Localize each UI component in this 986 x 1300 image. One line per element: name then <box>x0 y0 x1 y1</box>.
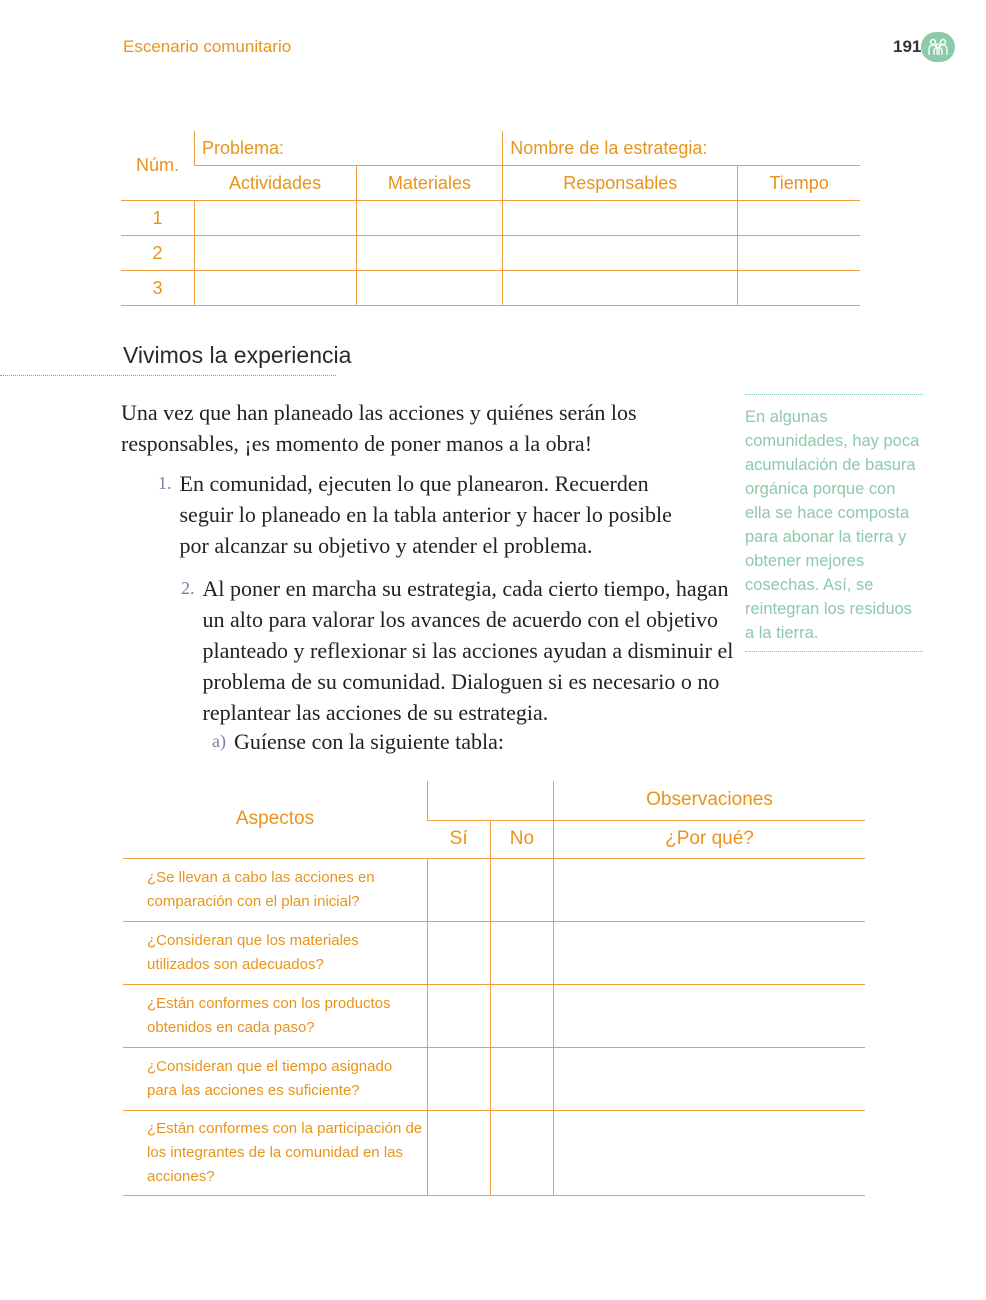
num-column-header: Núm. <box>121 131 195 201</box>
list-marker: a) <box>212 731 226 751</box>
aspect-question: ¿Están conformes con la participación de los integrantes de la comunidad en las acciones? <box>123 1110 428 1195</box>
table-row <box>121 271 860 306</box>
planning-table <box>121 131 860 306</box>
empty-header <box>428 781 554 820</box>
row-number: 3 <box>121 271 195 306</box>
no-cell[interactable] <box>490 1110 553 1195</box>
why-cell[interactable] <box>554 1047 866 1110</box>
yes-column-header: Sí <box>428 820 491 858</box>
why-cell[interactable] <box>554 984 866 1047</box>
section-divider <box>0 375 336 376</box>
activities-cell[interactable] <box>195 236 357 271</box>
responsible-column-header: Responsables <box>503 166 738 201</box>
why-cell[interactable] <box>554 1110 866 1195</box>
yes-cell[interactable] <box>428 1047 491 1110</box>
no-column-header: No <box>490 820 553 858</box>
table-row <box>123 1110 865 1195</box>
why-column-header: ¿Por qué? <box>554 820 866 858</box>
evaluation-table <box>123 781 865 1196</box>
table-row <box>121 236 860 271</box>
row-number: 1 <box>121 201 195 236</box>
responsible-cell[interactable] <box>503 236 738 271</box>
community-icon-glyph <box>927 37 949 57</box>
time-cell[interactable] <box>738 201 860 236</box>
why-cell[interactable] <box>554 921 866 984</box>
yes-cell[interactable] <box>428 984 491 1047</box>
aspect-question: ¿Están conformes con los productos obtenidos en cada paso? <box>123 984 428 1047</box>
aspects-column-header: Aspectos <box>123 781 428 858</box>
list-item-text: En comunidad, ejecuten lo que planearon. Recuerden seguir lo planeado en la tabla anterior y hacer lo posible por alcanzar su objetivo y atender el problema. <box>179 471 672 558</box>
table-row <box>123 1047 865 1110</box>
activities-column-header: Actividades <box>195 166 357 201</box>
page-number: 191 <box>893 37 922 56</box>
table-row <box>123 921 865 984</box>
time-cell[interactable] <box>738 271 860 306</box>
yes-cell[interactable] <box>428 921 491 984</box>
responsible-cell[interactable] <box>503 271 738 306</box>
list-item <box>181 573 741 728</box>
strategy-name-header: Nombre de la estrategia: <box>503 131 860 166</box>
intro-paragraph: Una vez que han planeado las acciones y quiénes serán los responsables, ¡es momento de poner manos a la obra! <box>121 400 637 456</box>
list-marker: 1. <box>158 473 172 493</box>
no-cell[interactable] <box>490 984 553 1047</box>
aspect-question: ¿Se llevan a cabo las acciones en comparación con el plan inicial? <box>123 858 428 921</box>
responsible-cell[interactable] <box>503 201 738 236</box>
side-note: En algunas comunidades, hay poca acumulación de basura orgánica porque con ella se hace composta para abonar la tierra y obtener mejores cosechas. Así, se reintegran los residuos a la tierra. <box>745 394 923 652</box>
activities-cell[interactable] <box>195 201 357 236</box>
materials-cell[interactable] <box>356 271 503 306</box>
table-row <box>123 858 865 921</box>
why-cell[interactable] <box>554 858 866 921</box>
no-cell[interactable] <box>490 1047 553 1110</box>
materials-cell[interactable] <box>356 201 503 236</box>
time-column-header: Tiempo <box>738 166 860 201</box>
time-cell[interactable] <box>738 236 860 271</box>
list-item-text: Guíense con la siguiente tabla: <box>233 729 505 754</box>
observations-header: Observaciones <box>554 781 866 820</box>
no-cell[interactable] <box>490 921 553 984</box>
aspect-question: ¿Consideran que el tiempo asignado para las acciones es suficiente? <box>123 1047 428 1110</box>
header-title: Escenario comunitario <box>123 37 292 56</box>
list-item <box>212 726 692 757</box>
aspect-question: ¿Consideran que los materiales utilizados son adecuados? <box>123 921 428 984</box>
row-number: 2 <box>121 236 195 271</box>
no-cell[interactable] <box>490 858 553 921</box>
community-icon <box>921 32 955 62</box>
list-marker: 2. <box>181 578 195 598</box>
yes-cell[interactable] <box>428 858 491 921</box>
table-row <box>123 984 865 1047</box>
materials-column-header: Materiales <box>356 166 503 201</box>
list-item <box>158 468 698 561</box>
table-row <box>121 201 860 236</box>
materials-cell[interactable] <box>356 236 503 271</box>
problem-header: Problema: <box>195 131 503 166</box>
yes-cell[interactable] <box>428 1110 491 1195</box>
list-item-text: Al poner en marcha su estrategia, cada cierto tiempo, hagan un alto para valorar los avances de acuerdo con el objetivo planteado y reflexionar si las acciones ayudan a disminuir el problema de su comunidad. Dialoguen si es necesario o no replantear las acciones de su estrategia. <box>202 576 734 725</box>
activities-cell[interactable] <box>195 271 357 306</box>
section-title: Vivimos la experiencia <box>123 342 352 368</box>
